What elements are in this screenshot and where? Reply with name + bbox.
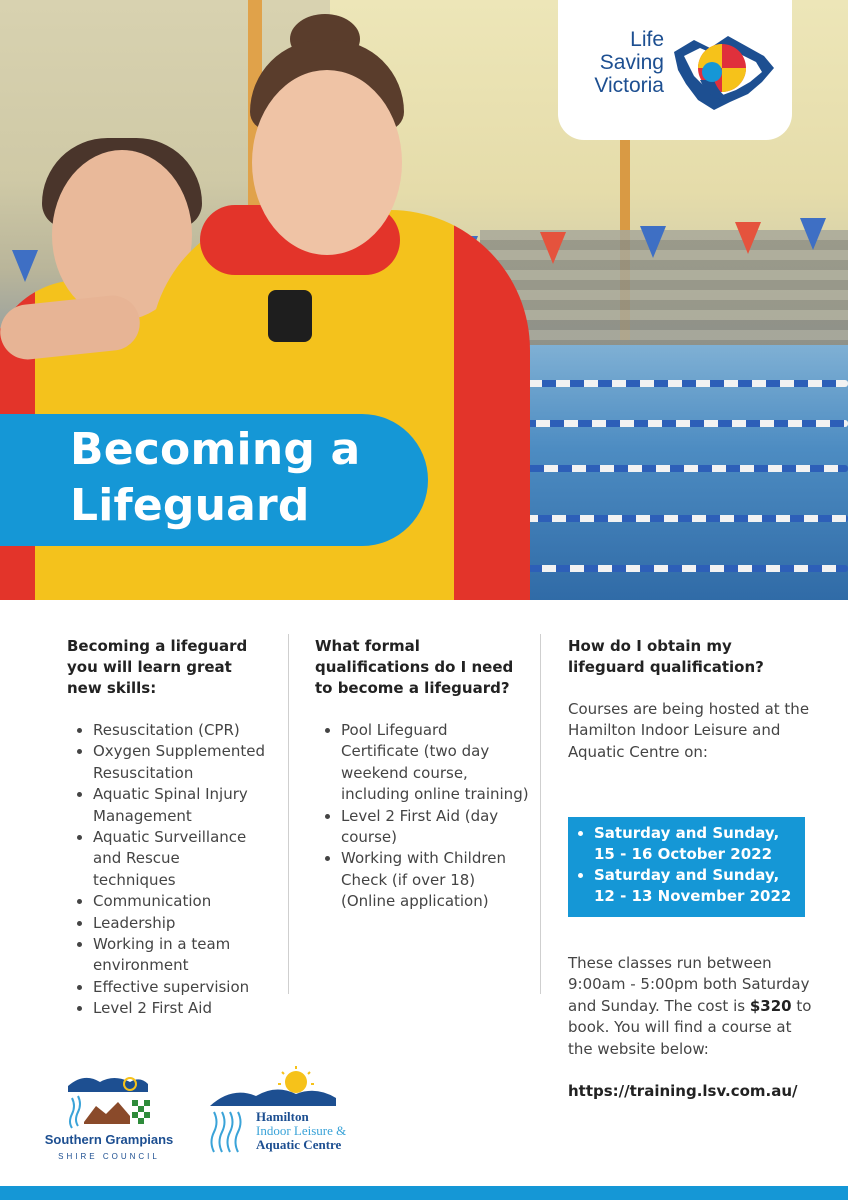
hamilton-wordmark-line: Hamilton — [256, 1109, 309, 1124]
southern-grampians-subtitle: SHIRE COUNCIL — [58, 1152, 160, 1161]
bunting-flag — [12, 250, 38, 282]
list-item: • Effective supervision — [93, 977, 267, 998]
qualifications-column — [315, 636, 530, 913]
course-dates-list — [568, 823, 805, 907]
bunting-flag — [540, 232, 566, 264]
hamilton-aquatic-centre-logo — [208, 1066, 347, 1166]
course-date-item — [594, 865, 805, 907]
bunting-flag — [800, 218, 826, 250]
hamilton-wordmark-line: Indoor Leisure & — [256, 1123, 347, 1138]
lsv-logo-line: Victoria — [594, 74, 664, 97]
lsv-logo-wordmark — [572, 28, 664, 97]
course-date-item — [594, 823, 805, 865]
list-item: • Level 2 First Aid (day course) — [341, 806, 530, 849]
page-title-line: Becoming a — [70, 424, 361, 475]
list-item: • Communication — [93, 891, 267, 912]
lsv-logo-line: Saving — [599, 51, 664, 74]
course-date-range: 15 - 16 October 2022 — [594, 845, 773, 863]
skills-column — [67, 636, 267, 1020]
courses-intro: Courses are being hosted at the Hamilton Indoor Leisure and Aquatic Centre on: — [568, 700, 810, 761]
course-details-part: to book. You will find a course at the website below: — [568, 996, 812, 1058]
how-to-obtain-heading: How do I obtain my lifeguard qualification? — [568, 637, 764, 676]
list-item: • Leadership — [93, 913, 267, 934]
two-way-radio — [268, 290, 312, 342]
lane-rope — [480, 420, 848, 427]
qualifications-list — [315, 720, 530, 913]
skills-heading: Becoming a lifeguard you will learn great new skills: — [67, 637, 248, 697]
column-divider — [288, 634, 289, 994]
course-dates-box — [568, 817, 805, 917]
list-item: • Working in a team environment — [93, 934, 267, 977]
life-saving-victoria-logo — [558, 0, 792, 140]
skills-list — [67, 720, 267, 1020]
list-item: • Aquatic Spinal Injury Management — [93, 784, 267, 827]
lane-rope — [500, 380, 848, 387]
lsv-victoria-map-icon — [670, 22, 780, 122]
list-item: • Level 2 First Aid — [93, 998, 267, 1019]
lifeguard-right-face — [252, 70, 402, 255]
footer-accent-bar — [0, 1186, 848, 1200]
list-item: • Working with Children Check (if over 18) (Online application) — [341, 848, 530, 912]
course-date-days: • Saturday and Sunday, — [594, 866, 780, 884]
list-item: • Pool Lifeguard Certificate (two day weekend course, including online training) — [341, 720, 530, 806]
list-item: • Aquatic Surveillance and Rescue techniques — [93, 827, 267, 891]
southern-grampians-name: Southern Grampians — [44, 1132, 174, 1147]
bunting-flag — [640, 226, 666, 258]
course-details-part: These classes run between 9:00am - 5:00pm both Saturday and Sunday. The cost is — [568, 954, 810, 1015]
title-banner — [0, 414, 428, 546]
hamilton-wordmark-line: Aquatic Centre — [256, 1137, 342, 1152]
course-date-days: • Saturday and Sunday, — [594, 824, 780, 842]
training-website-link[interactable]: https://training.lsv.com.au/ — [568, 1082, 798, 1100]
list-item: • Resuscitation (CPR) — [93, 720, 267, 741]
southern-grampians-logo — [44, 1066, 174, 1166]
column-divider — [540, 634, 541, 994]
course-date-range: 12 - 13 November 2022 — [594, 887, 792, 905]
bunting-flag — [735, 222, 761, 254]
southern-grampians-mountain-icon — [44, 1066, 174, 1130]
course-cost: $320 — [749, 996, 792, 1015]
lsv-logo-line: Life — [630, 28, 664, 51]
hamilton-wordmark — [256, 1110, 356, 1152]
course-details-text — [568, 953, 813, 1060]
how-to-obtain-column — [568, 636, 813, 763]
list-item: • Oxygen Supplemented Resuscitation — [93, 741, 267, 784]
qualifications-heading: What formal qualifications do I need to become a lifeguard? — [315, 637, 514, 697]
page-title-line: Lifeguard — [70, 480, 310, 531]
page-title — [70, 422, 360, 534]
